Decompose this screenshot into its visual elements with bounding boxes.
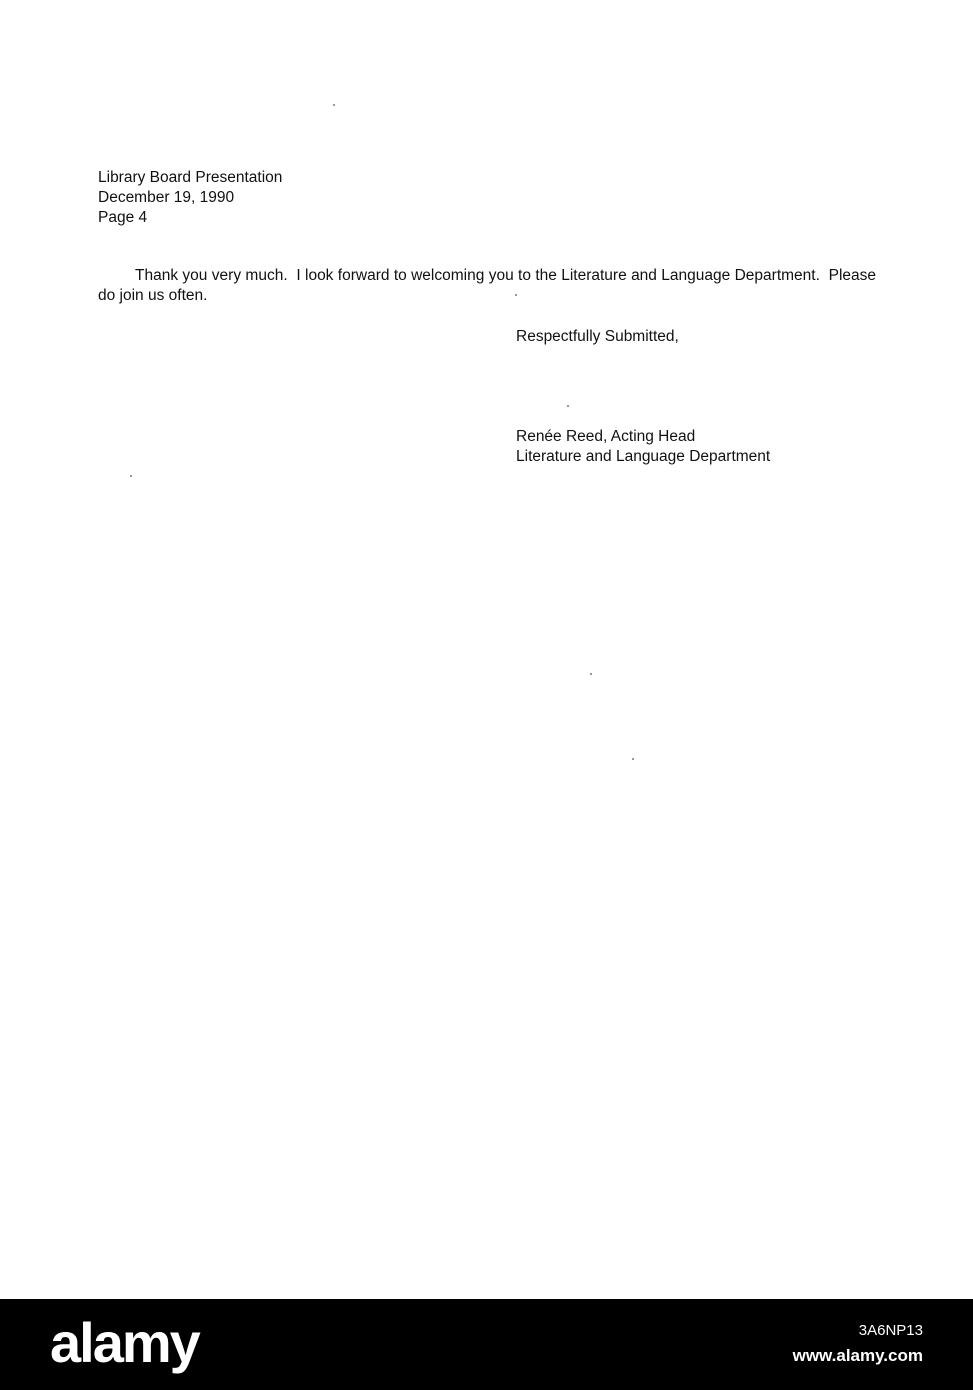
- signer-name-title: Renée Reed, Acting Head: [516, 428, 696, 445]
- presentation-date: December 19, 1990: [98, 189, 235, 206]
- paper-speck: [333, 104, 335, 106]
- paper-speck: [130, 475, 132, 477]
- paper-speck: [590, 673, 592, 675]
- presentation-title: Library Board Presentation: [98, 169, 283, 186]
- paragraph-text: Thank you very much. I look forward to welcoming you to the Literature and Language Department. Please do join us often.: [98, 267, 881, 304]
- closing-line: Respectfully Submitted,: [516, 328, 679, 345]
- image-id: 3A6NP13: [858, 1322, 923, 1339]
- paper-speck: [632, 758, 634, 760]
- signature-block: [516, 427, 770, 467]
- page-number: Page 4: [98, 209, 148, 226]
- document-header: [98, 168, 282, 228]
- alamy-logo: alamy: [50, 1311, 199, 1374]
- signer-department: Literature and Language Department: [516, 448, 771, 465]
- body-paragraph: [98, 266, 881, 306]
- watermark-footer: [0, 1299, 973, 1390]
- site-url: www.alamy.com: [792, 1346, 923, 1365]
- paper-speck: [567, 405, 569, 407]
